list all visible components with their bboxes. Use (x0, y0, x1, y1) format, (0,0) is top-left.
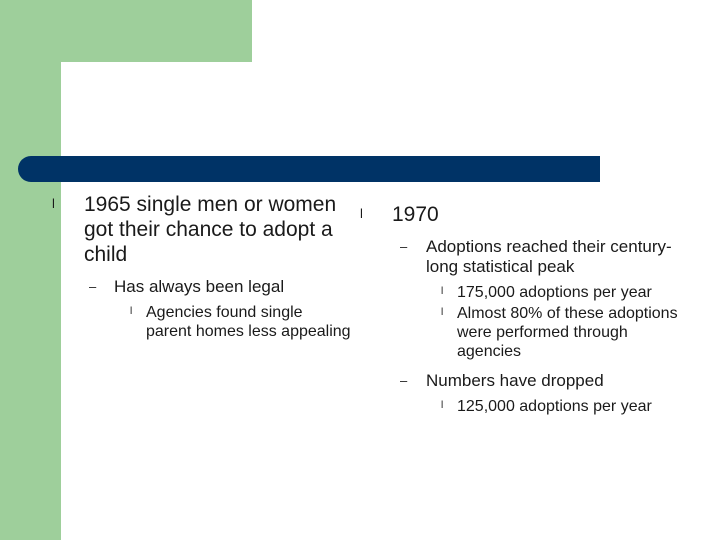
bullet-icon: l (441, 307, 444, 318)
bullet-icon: l (130, 306, 133, 317)
bullet-icon: l (360, 206, 363, 221)
bullet-icon: l (441, 400, 444, 411)
bullet-icon: l (441, 286, 444, 297)
subsub-bullet-text: 125,000 adoptions per year (457, 398, 652, 415)
left-column (52, 192, 352, 341)
right-column (360, 202, 690, 416)
dash-icon: – (400, 373, 408, 388)
list-item (360, 202, 690, 227)
list-item (360, 304, 690, 361)
sub-bullet-text: Has always been legal (114, 277, 285, 296)
list-item (360, 371, 690, 391)
sub-bullet-text: Numbers have dropped (426, 371, 604, 390)
title-bar (18, 156, 600, 182)
bullet-icon: l (52, 196, 55, 211)
dash-icon: – (400, 239, 408, 254)
dash-icon: – (89, 279, 97, 294)
list-item (52, 303, 352, 341)
list-item (52, 277, 352, 297)
list-item (360, 397, 690, 416)
subsub-bullet-text: 175,000 adoptions per year (457, 284, 652, 301)
rounded-corner-decor (61, 62, 121, 122)
list-item (360, 237, 690, 277)
list-item (360, 283, 690, 302)
list-item (52, 192, 352, 267)
sub-bullet-text: Adoptions reached their century-long statistical peak (426, 237, 672, 276)
bullet-text: 1965 single men or women got their chance to adopt a child (84, 193, 337, 266)
subsub-bullet-text: Almost 80% of these adoptions were performed through agencies (457, 305, 678, 360)
subsub-bullet-text: Agencies found single parent homes less appealing (146, 304, 351, 340)
bullet-text: 1970 (392, 203, 439, 226)
